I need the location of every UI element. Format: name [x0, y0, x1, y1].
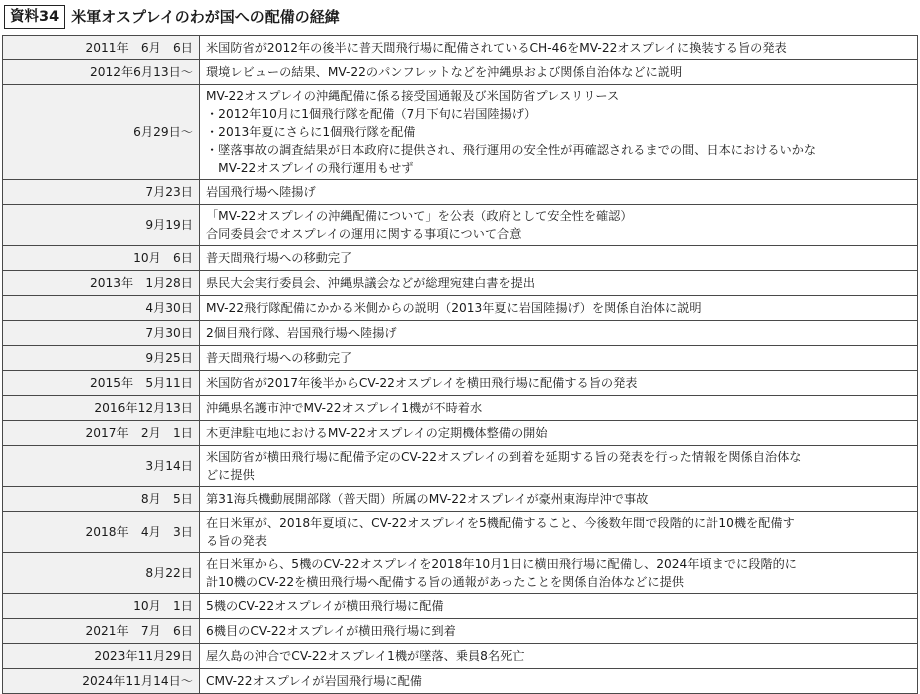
- event-description: [200, 180, 918, 205]
- event-line: ・墜落事故の調査結果が日本政府に提供され、飛行運用の安全性が再確認されるまでの間、日本におけるいかな: [206, 143, 817, 157]
- event-line: 「MV-22オスプレイの沖縄配備について」を公表（政府として安全性を確認）: [206, 209, 633, 223]
- event-line: 第31海兵機動展開部隊（普天間）所属のMV-22オスプレイが豪州東海岸沖で事故: [206, 492, 649, 506]
- event-line: 普天間飛行場への移動完了: [206, 351, 353, 365]
- event-description: [200, 553, 918, 594]
- event-description: [200, 371, 918, 396]
- event-date: 10月 6日: [3, 246, 200, 271]
- event-description: [200, 421, 918, 446]
- event-line: 5機のCV-22オスプレイが横田飛行場に配備: [206, 599, 444, 613]
- event-line: 米国防省が2012年の後半に普天間飛行場に配備されているCH-46をMV-22オスプレイに換装する旨の発表: [206, 40, 787, 55]
- timeline-row: [3, 271, 918, 296]
- timeline-row: [3, 594, 918, 619]
- event-description: [200, 644, 918, 669]
- event-date: 9月19日: [3, 205, 200, 246]
- event-line: MV-22オスプレイの沖縄配備に係る接受国通報及び米国防省プレスリリース: [206, 89, 620, 103]
- timeline-row: [3, 421, 918, 446]
- timeline-row: [3, 553, 918, 594]
- material-number-tag: 資料34: [4, 5, 65, 29]
- timeline-table: [2, 35, 918, 694]
- timeline-row: [3, 446, 918, 487]
- timeline-body: [3, 36, 918, 694]
- event-line: MV-22飛行隊配備にかかる米側からの説明（2013年夏に岩国陸揚げ）を関係自治体に説明: [206, 301, 702, 315]
- event-date: 2017年 2月 1日: [3, 421, 200, 446]
- event-description: [200, 346, 918, 371]
- event-description: [200, 296, 918, 321]
- event-description: [200, 271, 918, 296]
- event-date: 8月22日: [3, 553, 200, 594]
- event-date: 2013年 1月28日: [3, 271, 200, 296]
- timeline-row: [3, 36, 918, 60]
- timeline-row: [3, 487, 918, 512]
- event-description: [200, 85, 918, 180]
- event-date: 2011年 6月 6日: [3, 36, 200, 60]
- timeline-row: [3, 669, 918, 694]
- event-date: 9月25日: [3, 346, 200, 371]
- timeline-row: [3, 60, 918, 85]
- event-line: 屋久島の沖合でCV-22オスプレイ1機が墜落、乗員8名死亡: [206, 649, 525, 663]
- event-description: [200, 669, 918, 694]
- event-description: [200, 205, 918, 246]
- timeline-row: [3, 346, 918, 371]
- event-date: 4月30日: [3, 296, 200, 321]
- event-date: 2024年11月14日～: [3, 669, 200, 694]
- timeline-row: [3, 371, 918, 396]
- event-date: 2012年6月13日～: [3, 60, 200, 85]
- event-date: 2018年 4月 3日: [3, 512, 200, 553]
- event-description: [200, 36, 918, 60]
- event-line: CMV-22オスプレイが岩国飛行場に配備: [206, 674, 422, 688]
- event-description: [200, 321, 918, 346]
- document-heading: [0, 0, 340, 34]
- timeline-row: [3, 246, 918, 271]
- event-line: 6機目のCV-22オスプレイが横田飛行場に到着: [206, 624, 456, 638]
- event-line: 在日米軍から、5機のCV-22オスプレイを2018年10月1日に横田飛行場に配備し、2024年頃までに段階的に: [206, 557, 797, 571]
- timeline-row: [3, 396, 918, 421]
- event-description: [200, 246, 918, 271]
- event-line: 合同委員会でオスプレイの運用に関する事項について合意: [206, 227, 522, 241]
- event-date: 8月 5日: [3, 487, 200, 512]
- event-line: 県民大会実行委員会、沖縄県議会などが総理宛建白書を提出: [206, 276, 536, 290]
- event-date: 7月23日: [3, 180, 200, 205]
- timeline-row: [3, 512, 918, 553]
- event-line: 沖縄県名護市沖でMV-22オスプレイ1機が不時着水: [206, 401, 483, 415]
- page-title: 米軍オスプレイのわが国への配備の経緯: [71, 8, 340, 26]
- timeline-row: [3, 180, 918, 205]
- event-date: 3月14日: [3, 446, 200, 487]
- event-description: [200, 619, 918, 644]
- event-date: 2021年 7月 6日: [3, 619, 200, 644]
- event-description: [200, 487, 918, 512]
- event-line: 米国防省が横田飛行場に配備予定のCV-22オスプレイの到着を延期する旨の発表を行った情報を関係自治体な: [206, 450, 802, 464]
- event-date: 7月30日: [3, 321, 200, 346]
- event-line: 2個目飛行隊、岩国飛行場へ陸揚げ: [206, 326, 397, 340]
- event-line: 環境レビューの結果、MV-22のパンフレットなどを沖縄県および関係自治体などに説明: [206, 65, 683, 79]
- timeline-row: [3, 321, 918, 346]
- event-line: 普天間飛行場への移動完了: [206, 251, 353, 265]
- event-description: [200, 594, 918, 619]
- event-date: 6月29日～: [3, 85, 200, 180]
- event-line: どに提供: [206, 468, 255, 482]
- timeline-row: [3, 205, 918, 246]
- event-date: 2023年11月29日: [3, 644, 200, 669]
- event-line: ・2012年10月に1個飛行隊を配備（7月下旬に岩国陸揚げ）: [206, 107, 537, 121]
- event-description: [200, 446, 918, 487]
- event-date: 10月 1日: [3, 594, 200, 619]
- event-description: [200, 396, 918, 421]
- event-line: 木更津駐屯地におけるMV-22オスプレイの定期機体整備の開始: [206, 426, 548, 440]
- event-line: 米国防省が2017年後半からCV-22オスプレイを横田飛行場に配備する旨の発表: [206, 376, 638, 390]
- timeline-row: [3, 619, 918, 644]
- event-line: る旨の発表: [206, 534, 267, 548]
- event-line: MV-22オスプレイの飛行運用もせず: [206, 161, 414, 175]
- event-date: 2016年12月13日: [3, 396, 200, 421]
- event-line: ・2013年夏にさらに1個飛行隊を配備: [206, 125, 416, 139]
- event-line: 在日米軍が、2018年夏頃に、CV-22オスプレイを5機配備すること、今後数年間で段階的に計10機を配備す: [206, 516, 795, 530]
- timeline-row: [3, 296, 918, 321]
- event-description: [200, 60, 918, 85]
- event-date: 2015年 5月11日: [3, 371, 200, 396]
- event-line: 計10機のCV-22を横田飛行場へ配備する旨の通報があったことを関係自治体などに提供: [206, 575, 684, 589]
- event-description: [200, 512, 918, 553]
- event-line: 岩国飛行場へ陸揚げ: [206, 185, 316, 199]
- timeline-row: [3, 85, 918, 180]
- timeline-row: [3, 644, 918, 669]
